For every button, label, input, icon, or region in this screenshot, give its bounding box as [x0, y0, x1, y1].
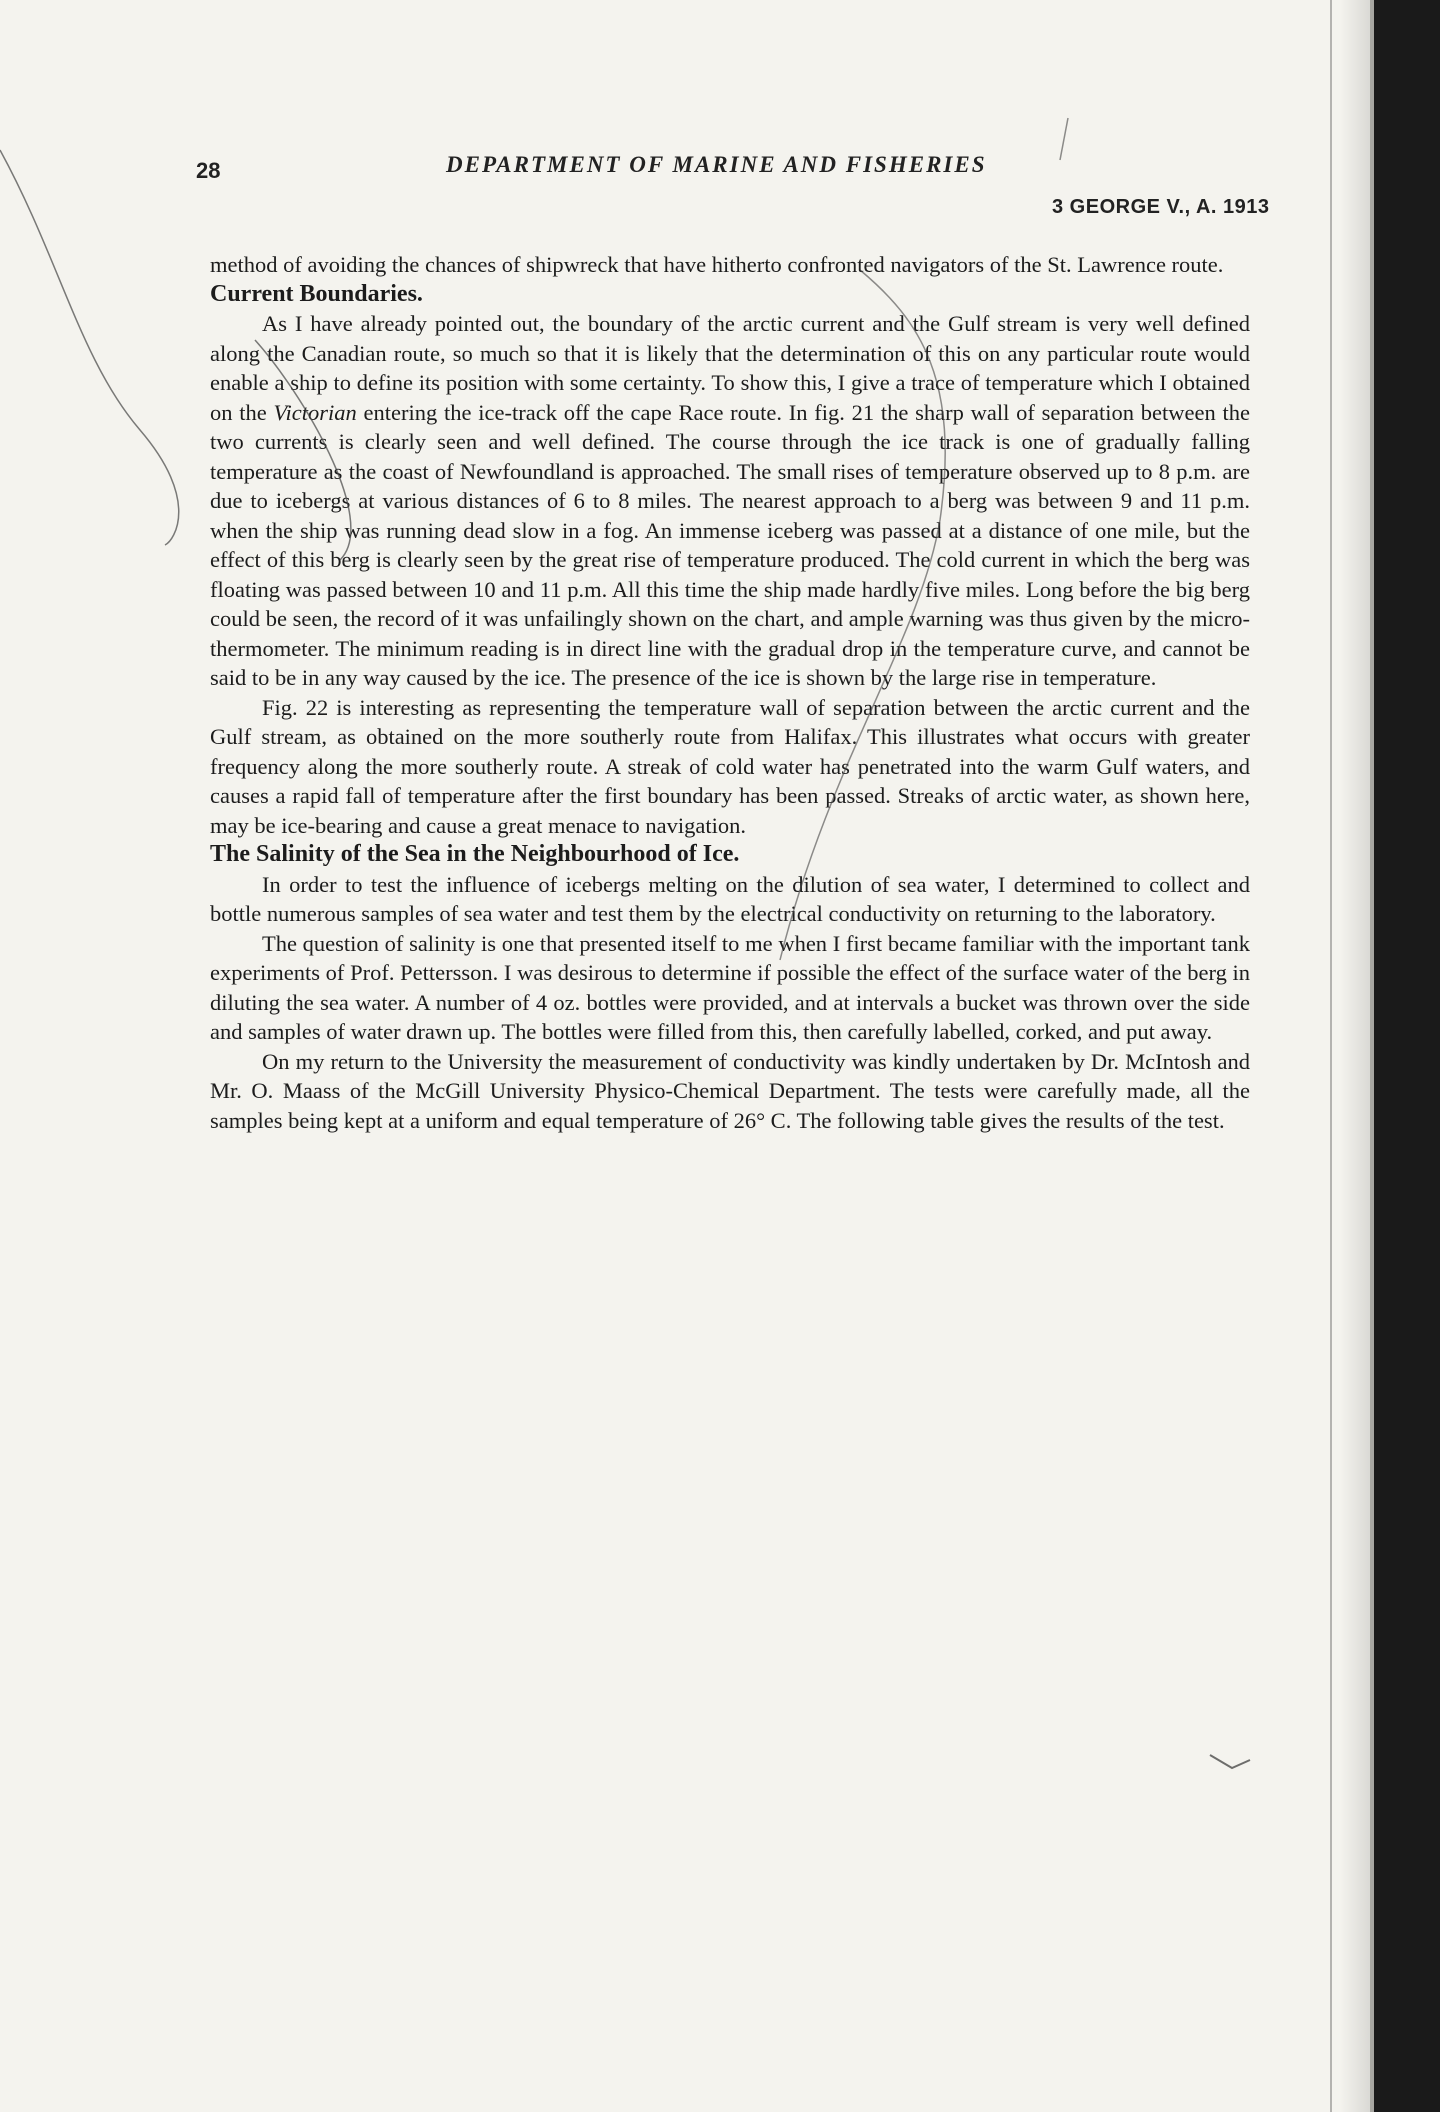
running-title: DEPARTMENT OF MARINE AND FISHERIES: [446, 152, 987, 177]
paragraph-current-boundaries-2: Fig. 22 is interesting as representing the temperature wall of separation between the arctic current and the Gulf stream, as obtained on the more southerly route from Halifax. This illustrates what occurs with greater frequency along the more southerly route. A streak of cold water has penetrated into the warm Gulf waters, and causes a rapid fall of temperature after the first boundary has been passed. Streaks of arctic water, as shown here, may be ice-bearing and cause a great menace to navigation.: [210, 694, 1250, 838]
ship-name: Victorian: [273, 399, 357, 425]
paragraph-salinity-1: In order to test the influence of icebergs melting on the dilution of sea water, I determined to collect and bottle numerous samples of sea water and test them by the electrical conductivity on returning to the laboratory.: [210, 871, 1250, 926]
body-text: [210, 250, 1250, 1135]
session-line: 3 GEORGE V., A. 1913: [1052, 196, 1270, 218]
paragraph-current-boundaries-1: [210, 309, 1250, 693]
paragraph-salinity-3: On my return to the University the measurement of conductivity was kindly undertaken by Dr. McIntosh and Mr. O. Maass of the McGill University Physico-Chemical Department. The tests were carefully made, all the samples being kept at a uniform and equal temperature of 26° C. The following table gives the results of the test.: [210, 1048, 1250, 1133]
page-edge-shadow: [1340, 0, 1374, 2112]
section-heading-current-boundaries: Current Boundaries.: [210, 280, 423, 307]
pencil-stroke-left: [0, 150, 179, 545]
paragraph-salinity-2: The question of salinity is one that presented itself to me when I first became familiar with the important tank experiments of Prof. Pettersson. I was desirous to determine if possible the effect of the surface water of the berg in diluting the sea water. A number of 4 oz. bottles were provided, and at intervals a bucket was thrown over the side and samples of water drawn up. The bottles were filled from this, then carefully labelled, corked, and put away.: [210, 930, 1250, 1044]
page-crease: [1330, 0, 1332, 2112]
paragraph-text: entering the ice-track off the cape Race route. In fig. 21 the sharp wall of separation between the two currents is clearly seen and well defined. The course through the ice track is one of gradually falling temperature as the coast of Newfoundland is approached. The small rises of temperature observed up to 8 p.m. are due to icebergs at various distances of 6 to 8 miles. The nearest approach to a berg was between 9 and 11 p.m. when the ship was running dead slow in a fog. An immense iceberg was passed at a distance of one mile, but the effect of this berg is clearly seen by the great rise of temperature produced. The cold current in which the berg was floating was passed between 10 and 11 p.m. All this time the ship made hardly five miles. Long before the big berg could be seen, the record of it was unfailingly shown on the chart, and ample warning was thus given by the micro-thermometer. The minimum reading is in direct line with the gradual drop in the temperature curve, and cannot be said to be in any way caused by the ice. The presence of the ice is shown by the large rise in temperature.: [210, 399, 1250, 690]
paragraph-text: As I have already pointed out, the boundary of the arctic current and the Gulf stream is very well defined along the Canadian route, so much so that it is likely that the determination of this on any particular route would enable a ship to define its position with some certainty. To show this, I give a trace of temperature which I obtained on the: [210, 311, 1250, 425]
page-header: [196, 150, 1096, 190]
section-heading-salinity: The Salinity of the Sea in the Neighbourhood of Ice.: [210, 841, 740, 867]
pencil-stroke-bottom: [1210, 1755, 1250, 1768]
page-number: 28: [196, 158, 221, 183]
intro-paragraph: method of avoiding the chances of shipwreck that have hitherto confronted navigators of the St. Lawrence route.: [210, 252, 1224, 277]
